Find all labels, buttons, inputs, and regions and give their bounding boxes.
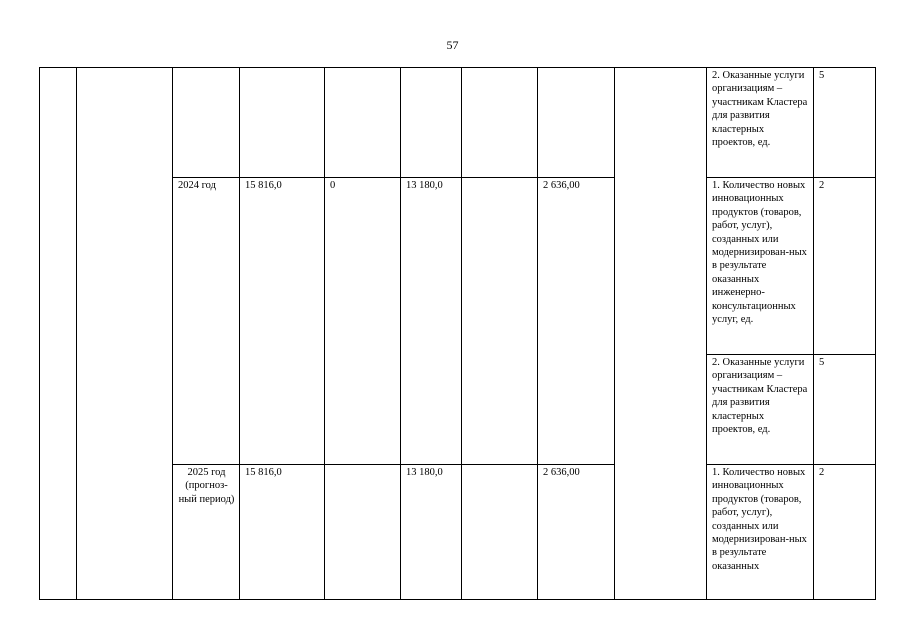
local-budget-cell — [462, 178, 538, 465]
total-cell — [240, 68, 325, 178]
period-cell: 2025 год (прогноз-ный период) — [173, 465, 240, 600]
executor-cell — [615, 68, 707, 600]
event-name-cell — [77, 68, 173, 600]
table-bottom-border — [39, 599, 875, 600]
indicator-value-cell: 2 — [814, 178, 876, 355]
budget-indicator-table — [39, 67, 876, 600]
extra-budget-cell: 2 636,00 — [538, 465, 615, 600]
local-budget-cell — [462, 465, 538, 600]
extra-budget-cell — [538, 68, 615, 178]
page-number: 57 — [446, 38, 459, 52]
period-cell — [173, 68, 240, 178]
federal-budget-cell — [325, 465, 401, 600]
local-budget-cell — [462, 68, 538, 178]
total-cell: 15 816,0 — [240, 465, 325, 600]
indicator-value-cell: 5 — [814, 355, 876, 465]
total-cell: 15 816,0 — [240, 178, 325, 465]
extra-budget-cell: 2 636,00 — [538, 178, 615, 465]
table-row — [40, 68, 876, 178]
number-cell — [40, 68, 77, 600]
indicator-name-cell: 2. Оказанные услуги организациям – участникам Кластера для развития кластерных проектов, ед. — [707, 355, 814, 465]
indicator-value-cell: 2 — [814, 465, 876, 600]
federal-budget-cell: 0 — [325, 178, 401, 465]
federal-budget-cell — [325, 68, 401, 178]
indicator-name-cell: 1. Количество новых инновационных продуктов (товаров, работ, услуг), созданных или модернизирован-ных в результате оказанных инженерно-консультационных услуг, ед. — [707, 178, 814, 355]
indicator-name-cell: 1. Количество новых инновационных продуктов (товаров, работ, услуг), созданных или модернизирован-ных в результате оказанных — [707, 465, 814, 600]
regional-budget-cell: 13 180,0 — [401, 178, 462, 465]
indicator-value-cell: 5 — [814, 68, 876, 178]
regional-budget-cell: 13 180,0 — [401, 465, 462, 600]
regional-budget-cell — [401, 68, 462, 178]
indicator-name-cell: 2. Оказанные услуги организациям – участникам Кластера для развития кластерных проектов, ед. — [707, 68, 814, 178]
period-cell: 2024 год — [173, 178, 240, 465]
